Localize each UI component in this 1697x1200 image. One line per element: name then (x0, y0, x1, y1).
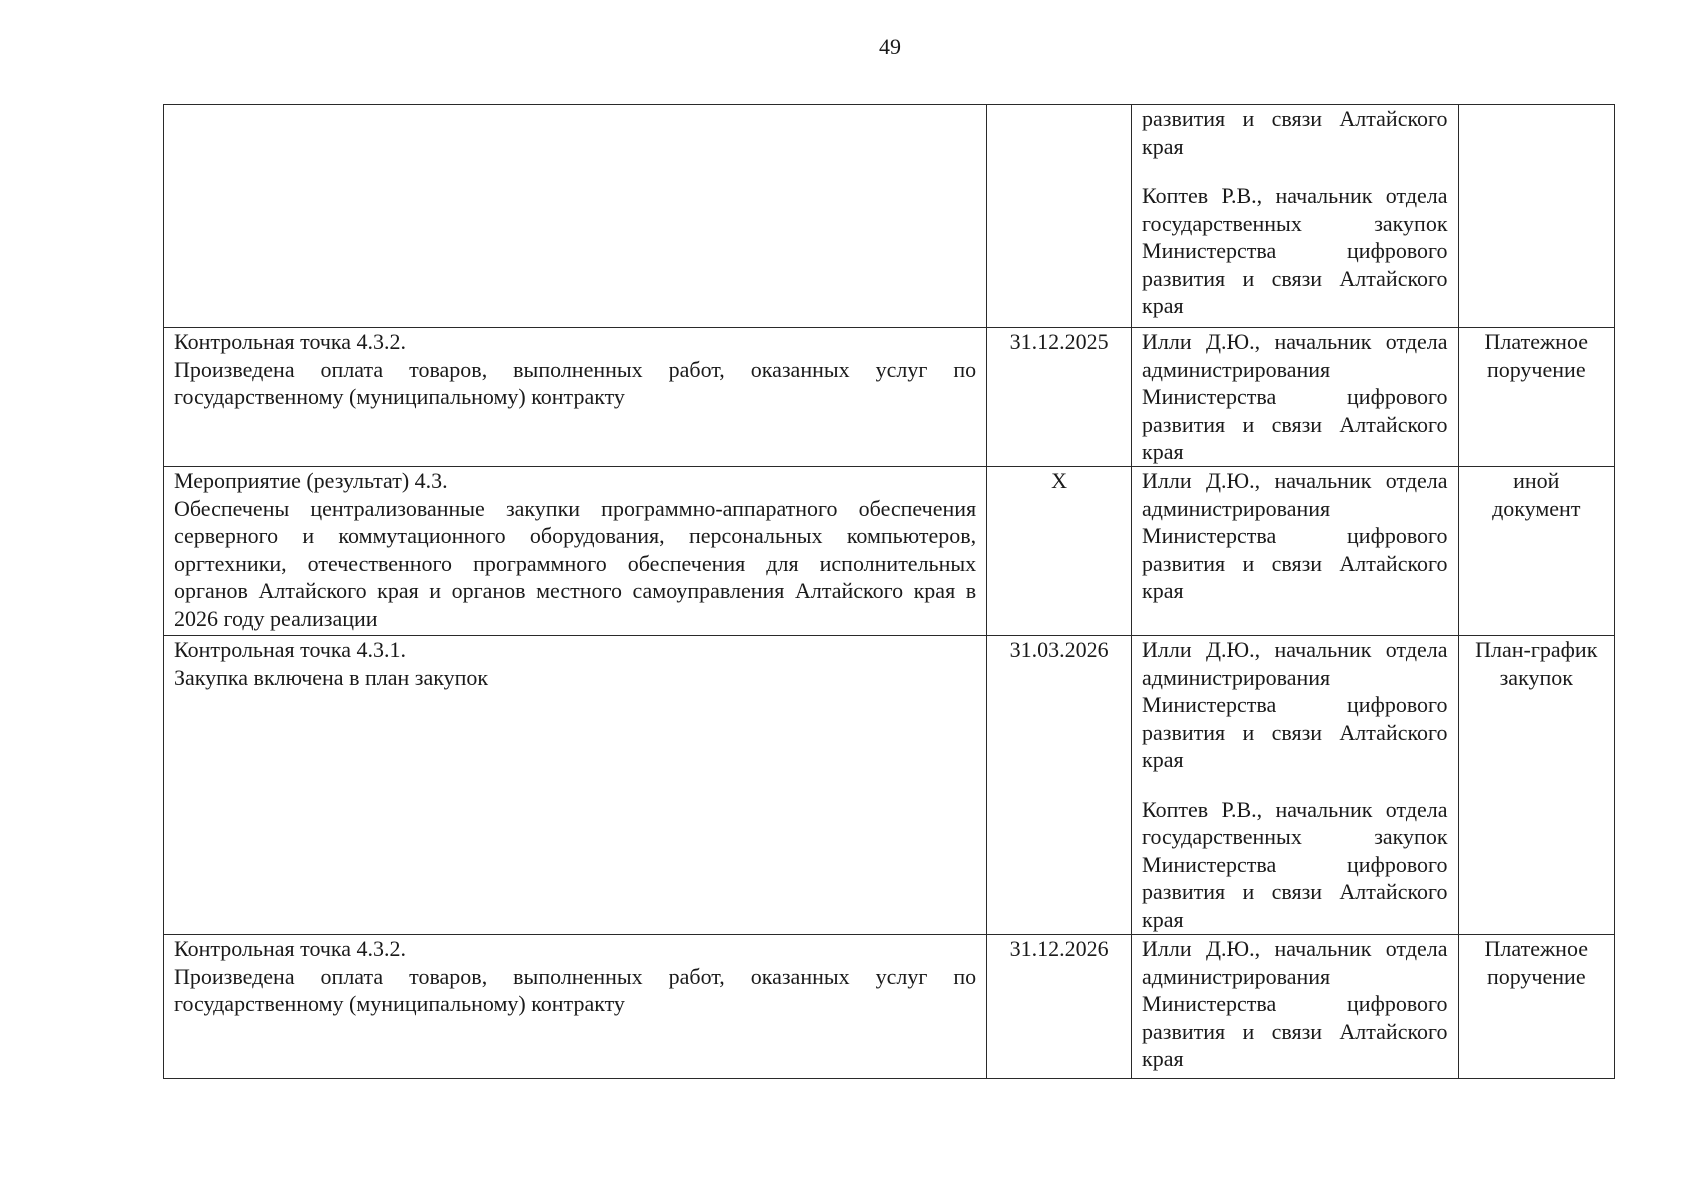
responsible-person: Илли Д.Ю., начальник отдела администрирования Министерства цифрового развития и связи Алтайского края (1142, 936, 1448, 1071)
table-row (164, 105, 1615, 328)
table-row (164, 467, 1615, 636)
name-cell (164, 467, 987, 636)
responsible-person: Илли Д.Ю., начальник отдела администрирования Министерства цифрового развития и связи Алтайского края (1142, 637, 1448, 772)
date-cell: 31.12.2026 (987, 935, 1132, 1079)
row-title: Контрольная точка 4.3.1. (174, 637, 407, 662)
name-cell (164, 328, 987, 467)
responsible-person: развития и связи Алтайского края (1142, 106, 1448, 159)
responsible-cell (1132, 467, 1459, 636)
name-cell (164, 636, 987, 935)
table-row (164, 636, 1615, 935)
document-cell: План-график закупок (1458, 636, 1614, 935)
document-cell: Платежное поручение (1458, 328, 1614, 467)
date-cell: Х (987, 467, 1132, 636)
document-cell (1458, 105, 1614, 328)
plan-table (163, 104, 1615, 1079)
table-row (164, 328, 1615, 467)
row-description: Обеспечены централизованные закупки программно-аппаратного обеспечения серверного и коммутационного оборудования, персональных компьютеров, оргтехники, отечественного программного обеспечения для исполнительных органов Алтайского края и органов местного самоуправления Алтайского края в 2026 году реализации (174, 495, 977, 631)
document-cell: Платежное поручение (1458, 935, 1614, 1079)
name-cell (164, 105, 987, 328)
row-description: Закупка включена в план закупок (174, 664, 489, 690)
name-cell (164, 935, 987, 1079)
row-title: Контрольная точка 4.3.2. (174, 329, 407, 354)
row-title: Контрольная точка 4.3.2. (174, 936, 407, 961)
date-cell: 31.03.2026 (987, 636, 1132, 935)
page-number: 49 (879, 34, 901, 59)
row-description: Произведена оплата товаров, выполненных работ, оказанных услуг по государственному (муниципальному) контракту (174, 356, 977, 409)
responsible-person: Коптев Р.В., начальник отдела государственных закупок Министерства цифрового развития и связи Алтайского края (1142, 796, 1448, 932)
responsible-cell (1132, 935, 1459, 1079)
row-title: Мероприятие (результат) 4.3. (174, 468, 448, 493)
responsible-cell (1132, 105, 1459, 328)
responsible-person: Илли Д.Ю., начальник отдела администрирования Министерства цифрового развития и связи Алтайского края (1142, 468, 1448, 603)
responsible-cell (1132, 636, 1459, 935)
table-row (164, 935, 1615, 1079)
responsible-person: Коптев Р.В., начальник отдела государственных закупок Министерства цифрового развития и связи Алтайского края (1142, 183, 1448, 318)
document-cell: иной документ (1458, 467, 1614, 636)
date-cell (987, 105, 1132, 328)
row-description: Произведена оплата товаров, выполненных работ, оказанных услуг по государственному (муниципальному) контракту (174, 963, 977, 1016)
date-cell: 31.12.2025 (987, 328, 1132, 467)
responsible-cell (1132, 328, 1459, 467)
responsible-person: Илли Д.Ю., начальник отдела администрирования Министерства цифрового развития и связи Алтайского края (1142, 329, 1448, 464)
